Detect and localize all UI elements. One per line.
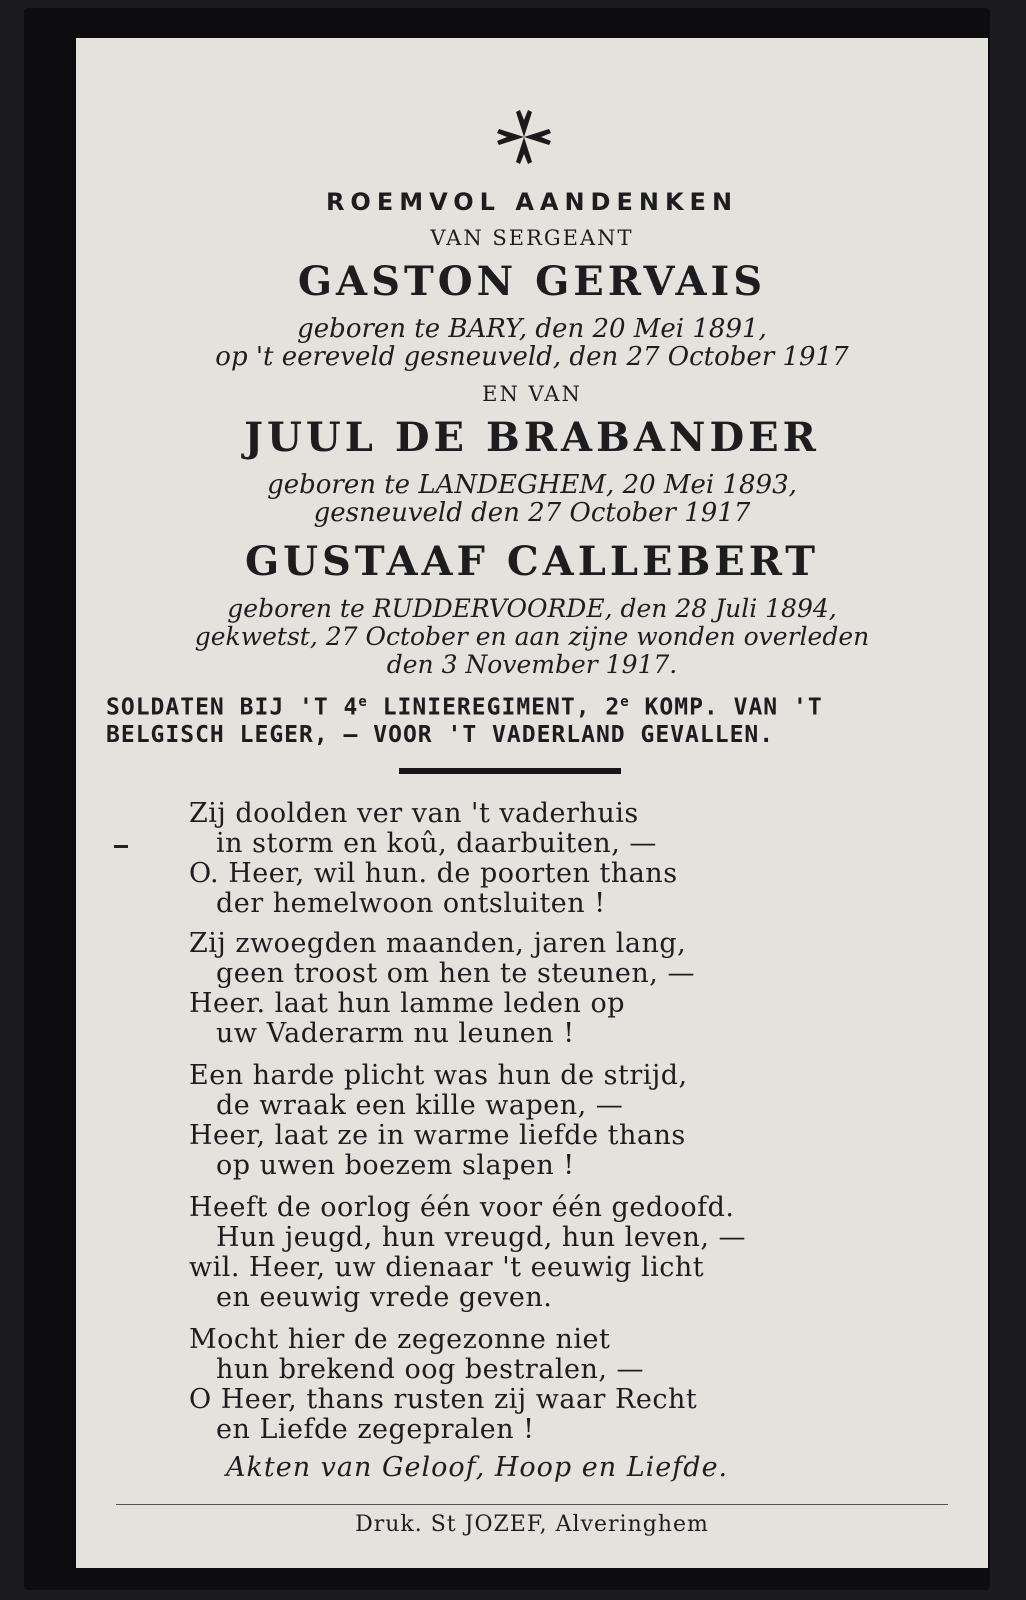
poem-line: wil. Heer, uw dienaar 't eeuwig licht xyxy=(189,1252,705,1283)
poem-line: O. Heer, wil hun. de poorten thans xyxy=(189,858,678,889)
divider-rule xyxy=(399,768,621,774)
person-1-death: op 't eereveld gesneuveld, den 27 October 1917 xyxy=(215,342,849,372)
printer-imprint: Druk. St JOZEF, Alveringhem xyxy=(355,1512,709,1537)
person-2-birth: geboren te LANDEGHEM, 20 Mei 1893, xyxy=(267,470,797,500)
closing-line: Akten van Geloof, Hoop en Liefde. xyxy=(226,1452,729,1483)
person-3-wound: gekwetst, 27 October en aan zijne wonden overleden xyxy=(194,622,870,651)
en-van-label: EN VAN xyxy=(482,382,582,406)
header-subtitle: VAN SERGEANT xyxy=(430,226,634,250)
person-2-death: gesneuveld den 27 October 1917 xyxy=(313,498,751,528)
memorial-card xyxy=(24,8,990,1590)
person-2-name: JUUL DE BRABANDER xyxy=(244,414,820,461)
poem-line: Een harde plicht was hun de strijd, xyxy=(189,1060,688,1091)
poem-line: de wraak een kille wapen, — xyxy=(216,1090,624,1121)
regiment-line-1: SOLDATEN BIJ 'T 4e LINIEREGIMENT, 2e KOMP. VAN 'T xyxy=(106,694,823,721)
card-paper xyxy=(76,38,988,1568)
poem-line: op uwen boezem slapen ! xyxy=(216,1150,575,1181)
poem-line: Zij zwoegden maanden, jaren lang, xyxy=(189,928,687,959)
poem-line: Mocht hier de zegezonne niet xyxy=(189,1324,611,1355)
poem-line: hun brekend oog bestralen, — xyxy=(216,1354,645,1385)
poem-line: uw Vaderarm nu leunen ! xyxy=(216,1018,575,1049)
regiment-line-2: BELGISCH LEGER, — VOOR 'T VADERLAND GEVALLEN. xyxy=(106,722,775,748)
margin-mark xyxy=(114,845,128,848)
poem-line: en eeuwig vrede geven. xyxy=(216,1282,553,1313)
poem-line: Heeft de oorlog één voor één gedoofd. xyxy=(189,1192,735,1223)
poem-line: Heer. laat hun lamme leden op xyxy=(189,988,626,1019)
poem-line: O Heer, thans rusten zij waar Recht xyxy=(189,1384,698,1415)
poem-line: der hemelwoon ontsluiten ! xyxy=(216,888,606,919)
person-3-name: GUSTAAF CALLEBERT xyxy=(244,538,820,585)
person-3-death: den 3 November 1917. xyxy=(386,650,678,679)
person-3-birth: geboren te RUDDERVOORDE, den 28 Juli 1894, xyxy=(227,594,837,623)
poem-line: Zij doolden ver van 't vaderhuis xyxy=(189,798,639,829)
person-1-name: GASTON GERVAIS xyxy=(297,258,767,305)
footer-rule xyxy=(116,1504,948,1505)
poem-line: Heer, laat ze in warme liefde thans xyxy=(189,1120,686,1151)
poem-line: en Liefde zegepralen ! xyxy=(216,1414,535,1445)
poem-line: geen troost om hen te steunen, — xyxy=(216,958,695,989)
poem-line: Hun jeugd, hun vreugd, hun leven, — xyxy=(216,1222,747,1253)
header-title: ROEMVOL AANDENKEN xyxy=(325,188,739,216)
poem-line: in storm en koû, daarbuiten, — xyxy=(216,828,657,859)
cross-icon xyxy=(494,108,554,166)
person-1-birth: geboren te BARY, den 20 Mei 1891, xyxy=(297,314,767,344)
